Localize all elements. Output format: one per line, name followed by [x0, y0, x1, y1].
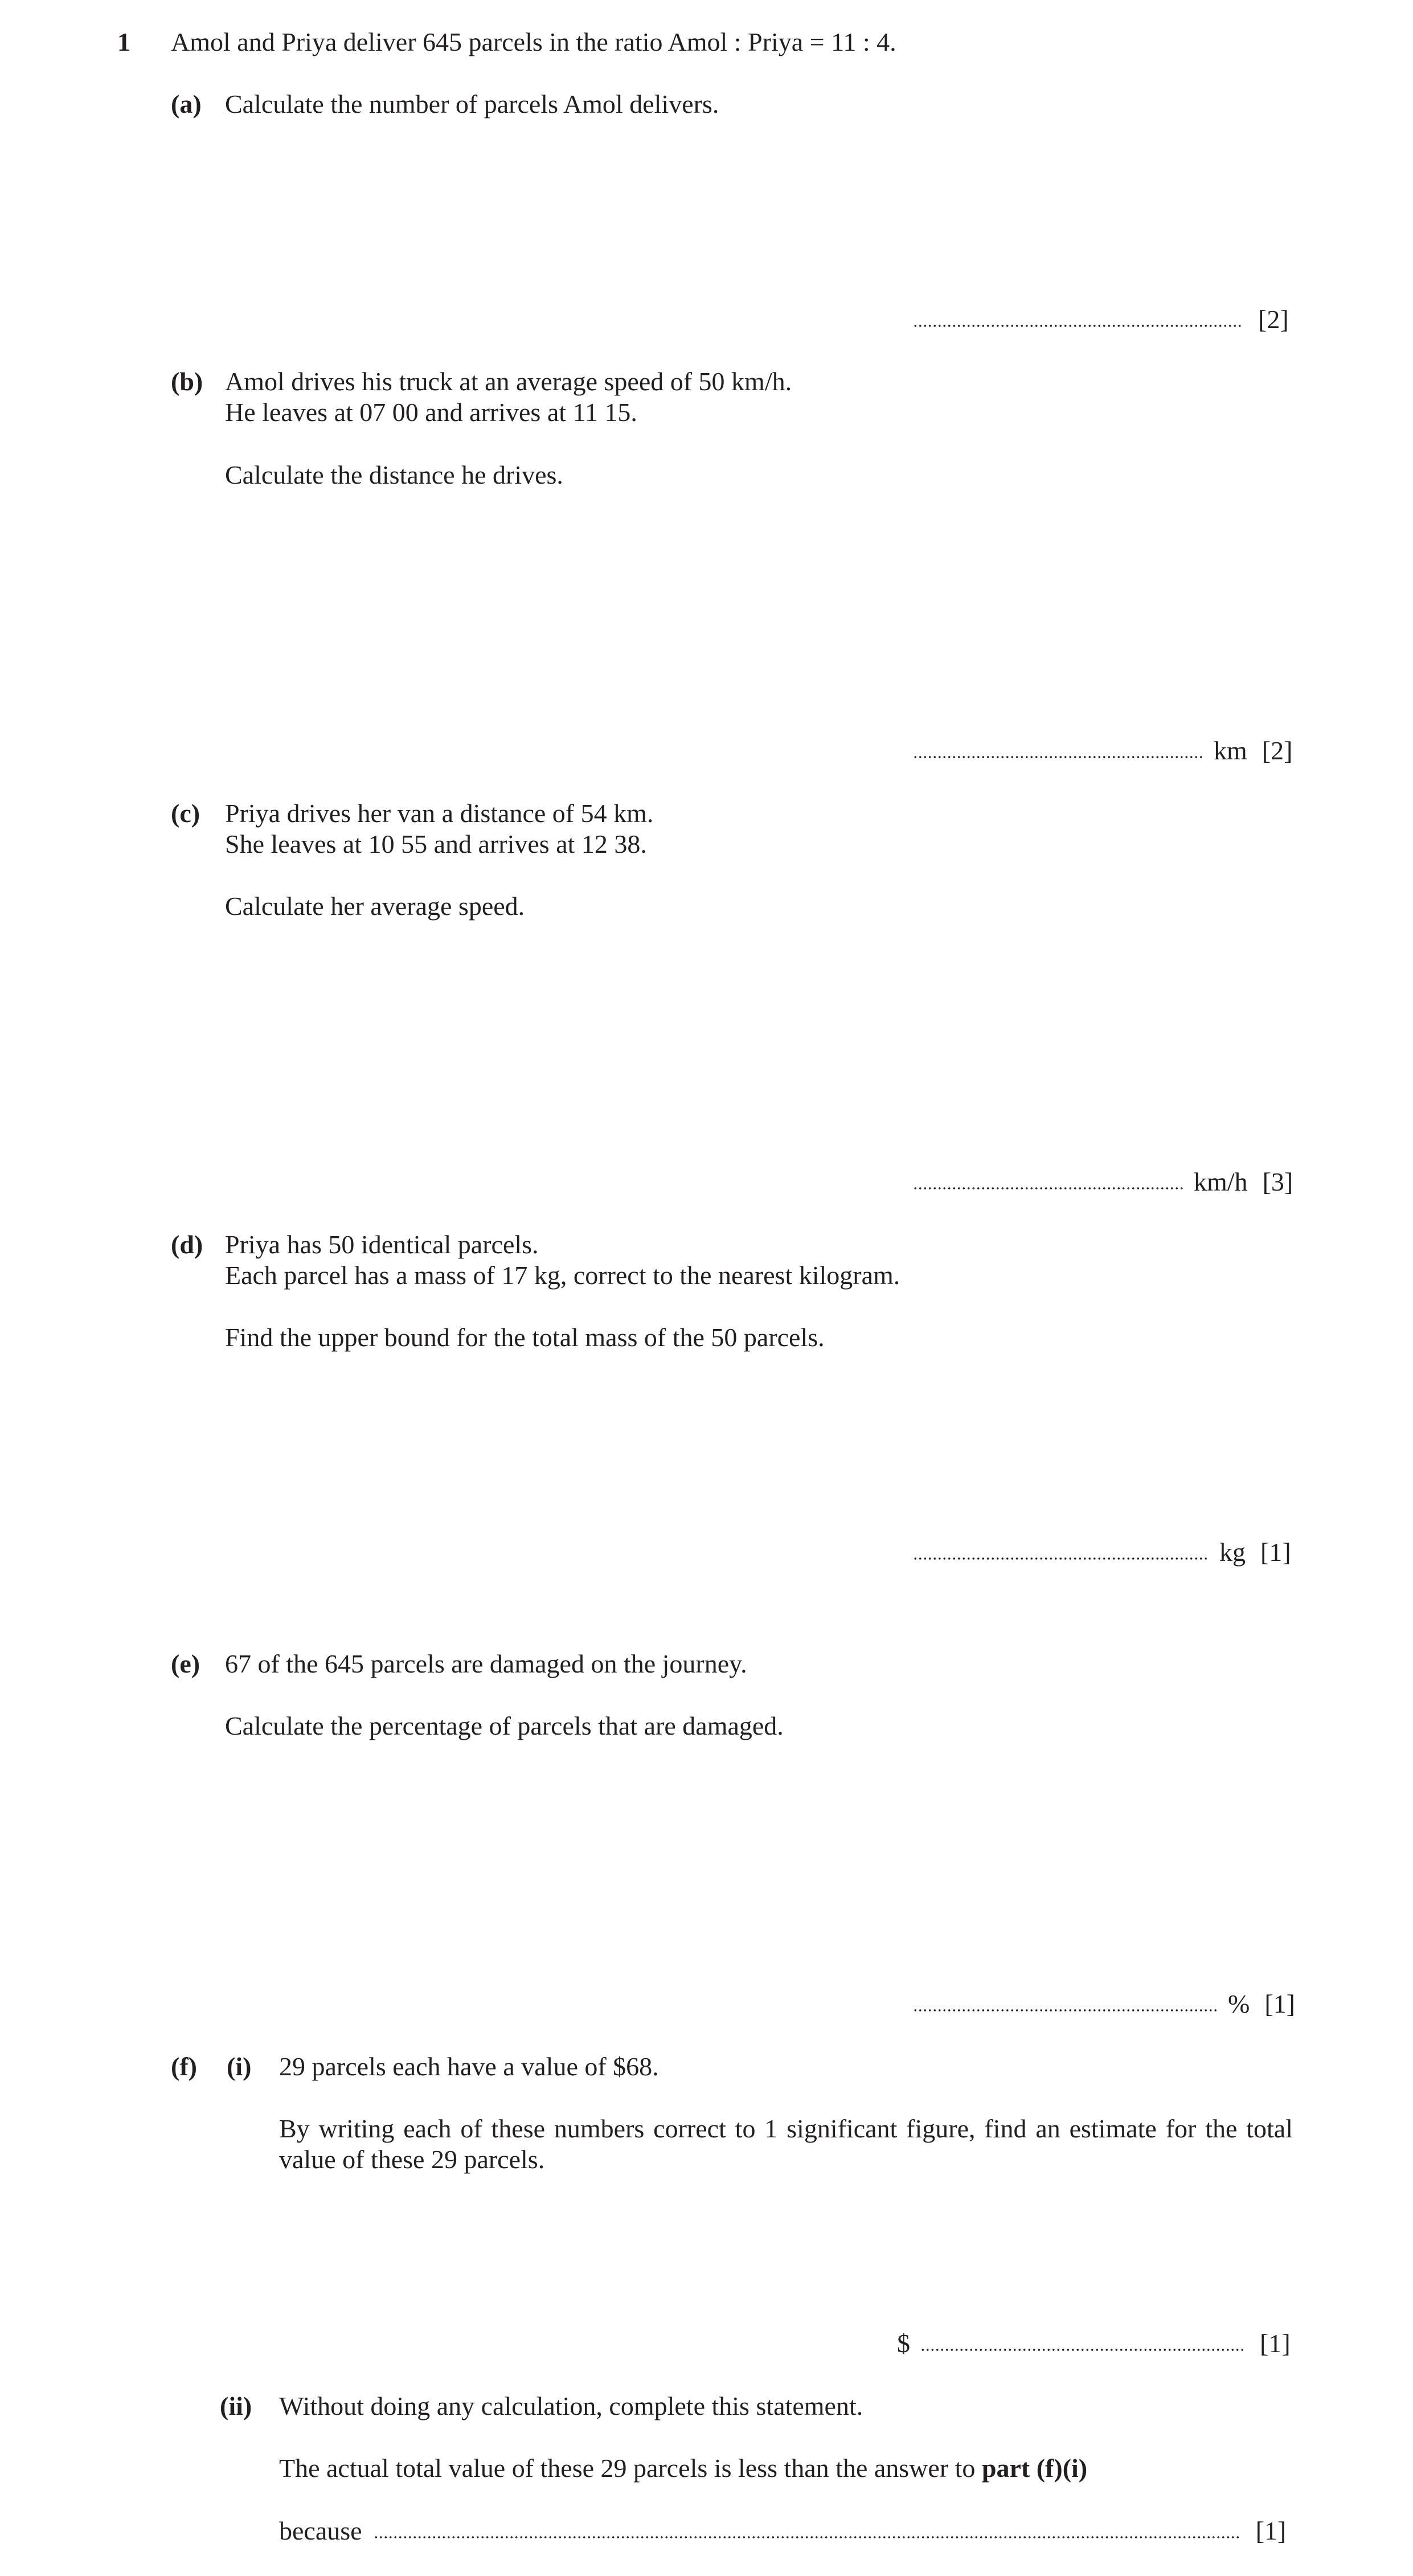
part-f-ii-statement-ref: part (f)(i) — [981, 2454, 1088, 2483]
part-e-answer-field[interactable] — [913, 2008, 1218, 2013]
part-a-answer-line — [913, 304, 1289, 335]
part-f-i-paragraph: By writing each of these numbers correct to 1 significant figure, find an estimate for the total value of these 29 parcels. — [279, 2114, 1293, 2174]
part-d-mark: [1] — [1260, 1538, 1291, 1567]
part-f-i-mark: [1] — [1260, 2329, 1291, 2358]
part-a-text: Calculate the number of parcels Amol delivers. — [225, 89, 719, 118]
part-b-text-1: Amol drives his truck at an average speed of 50 km/h. — [225, 367, 792, 396]
part-d-text-2: Each parcel has a mass of 17 kg, correct to the nearest kilogram. — [225, 1261, 900, 1290]
part-c-label: (c) — [171, 799, 200, 828]
part-c-text-1: Priya drives her van a distance of 54 km. — [225, 799, 654, 828]
part-e-unit: % — [1228, 1989, 1250, 2018]
part-e-text-2: Calculate the percentage of parcels that are damaged. — [225, 1711, 784, 1740]
part-a-mark: [2] — [1258, 305, 1289, 334]
part-f-ii-statement — [279, 2452, 1087, 2484]
part-f-ii-statement-text: The actual total value of these 29 parcels is less than the answer to — [279, 2454, 982, 2483]
question-number: 1 — [117, 27, 130, 56]
part-b-unit: km — [1214, 736, 1247, 765]
part-f-i-text-1: 29 parcels each have a value of $68. — [279, 2052, 659, 2081]
part-e-label: (e) — [171, 1649, 200, 1678]
part-f-i-dollar: $ — [897, 2329, 910, 2358]
part-f-ii-mark: [1] — [1255, 2516, 1287, 2545]
part-e-mark: [1] — [1264, 1989, 1295, 2018]
part-b-answer-line — [913, 735, 1292, 766]
part-d-unit: kg — [1219, 1538, 1246, 1567]
part-a-label: (a) — [171, 89, 202, 118]
part-c-answer-line — [913, 1166, 1293, 1197]
part-f-label: (f) — [171, 2052, 197, 2081]
part-d-label: (d) — [171, 1230, 203, 1259]
part-f-ii-because: because — [279, 2516, 362, 2545]
part-f-ii-answer-field[interactable] — [374, 2535, 1241, 2540]
part-c-text-2: She leaves at 10 55 and arrives at 12 38. — [225, 829, 647, 858]
part-c-unit: km/h — [1194, 1167, 1248, 1196]
part-b-text-3: Calculate the distance he drives. — [225, 460, 563, 489]
part-f-ii-text-1: Without doing any calculation, complete this statement. — [279, 2391, 863, 2420]
part-d-text-1: Priya has 50 identical parcels. — [225, 1230, 539, 1259]
part-f-i-label: (i) — [227, 2052, 252, 2081]
part-c-text-3: Calculate her average speed. — [225, 892, 525, 921]
part-d-answer-field[interactable] — [913, 1556, 1209, 1561]
part-c-answer-field[interactable] — [913, 1186, 1183, 1191]
part-b-text-2: He leaves at 07 00 and arrives at 11 15. — [225, 398, 637, 427]
part-f-i-answer-line — [897, 2328, 1291, 2359]
part-f-ii-answer-line — [279, 2515, 1286, 2546]
part-a-answer-field[interactable] — [913, 324, 1243, 328]
part-d-answer-line — [913, 1536, 1291, 1568]
part-b-mark: [2] — [1262, 736, 1293, 765]
part-c-mark: [3] — [1262, 1167, 1293, 1196]
part-b-answer-field[interactable] — [913, 755, 1203, 759]
part-b-label: (b) — [171, 367, 203, 396]
part-f-i-answer-field[interactable] — [920, 2348, 1245, 2352]
question-stem: Amol and Priya deliver 645 parcels in the ratio Amol : Priya = 11 : 4. — [171, 27, 896, 56]
part-f-ii-label: (ii) — [220, 2391, 252, 2420]
part-d-text-3: Find the upper bound for the total mass of the 50 parcels. — [225, 1323, 825, 1352]
part-e-answer-line — [913, 1988, 1295, 2019]
part-e-text-1: 67 of the 645 parcels are damaged on the journey. — [225, 1649, 747, 1678]
